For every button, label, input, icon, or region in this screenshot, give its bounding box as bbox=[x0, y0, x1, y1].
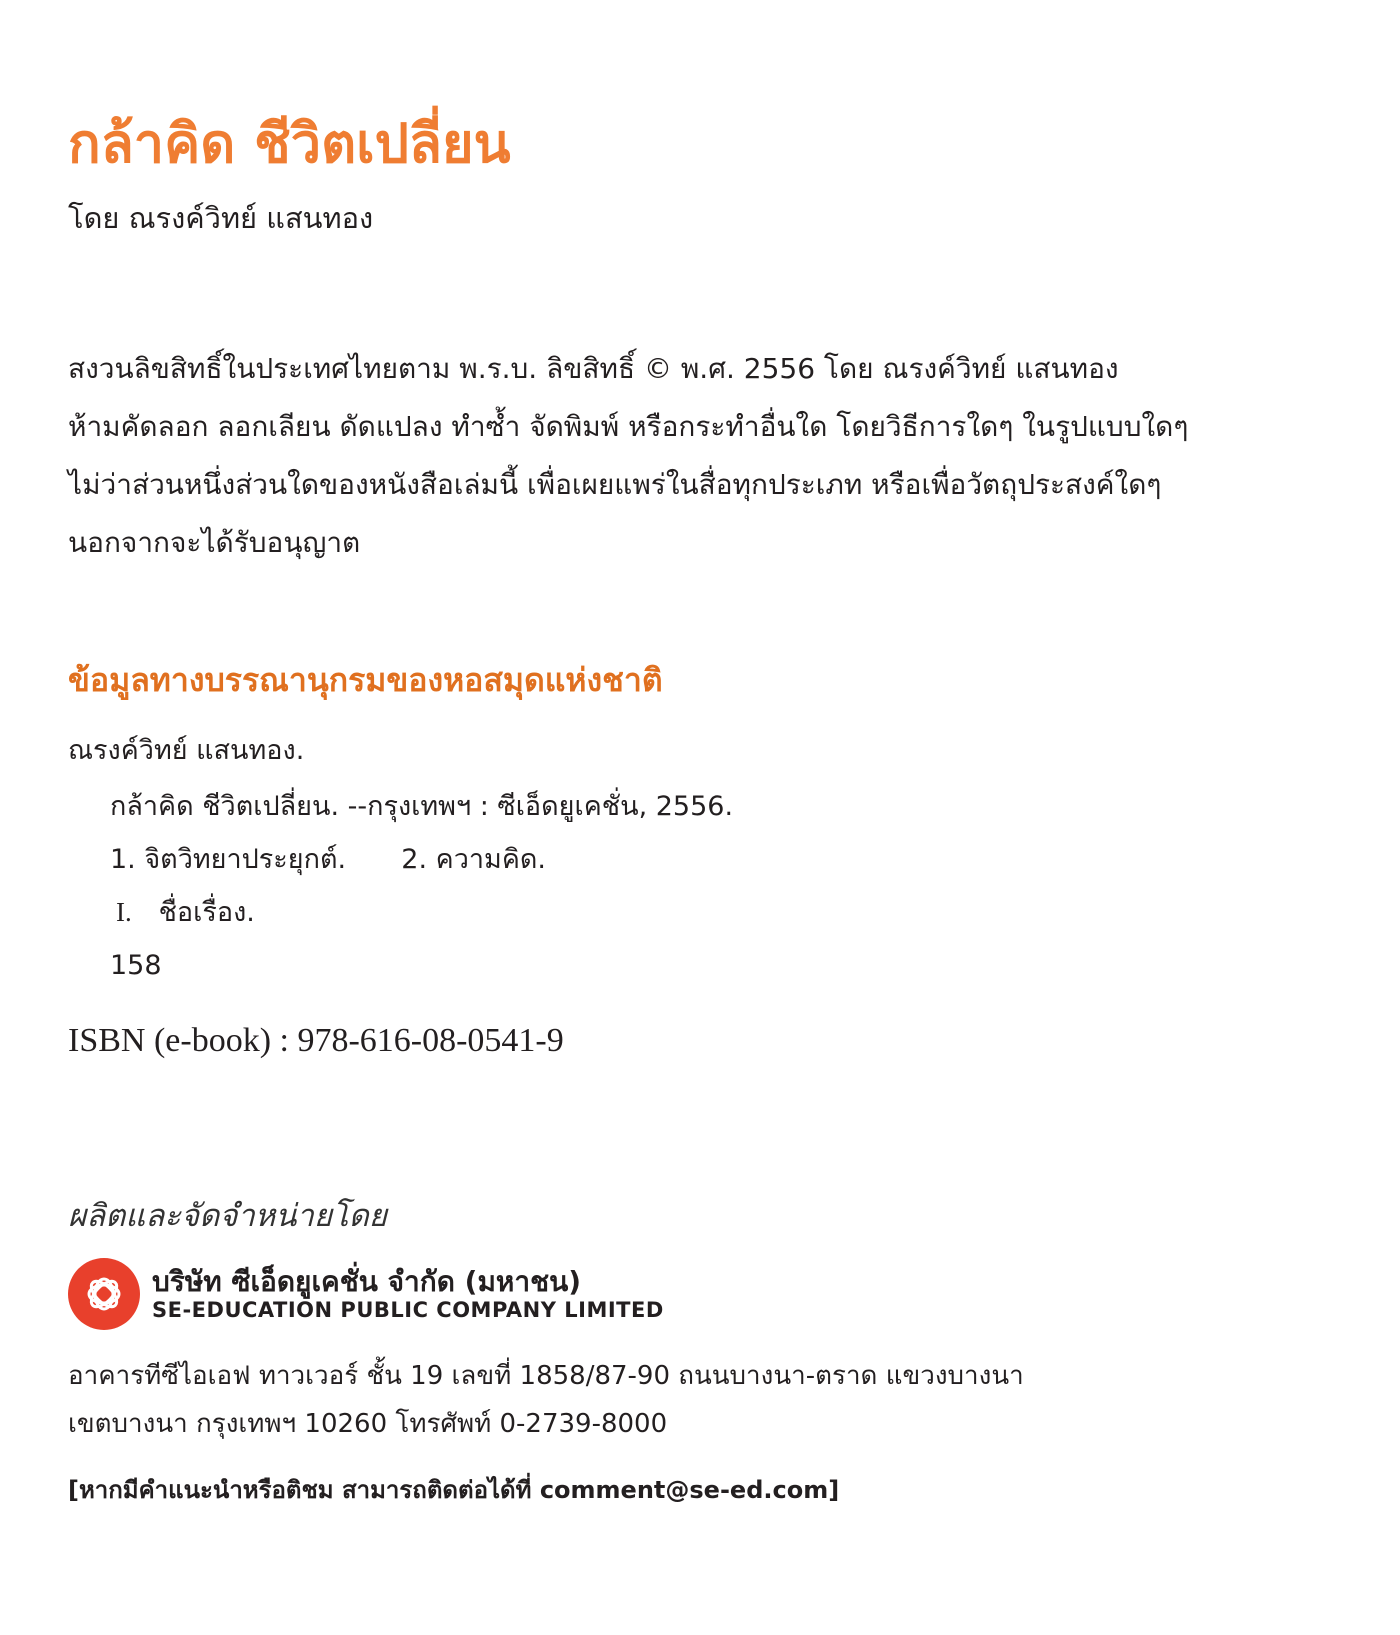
subject-number: 1. bbox=[110, 844, 136, 875]
copyright-line: ไม่ว่าส่วนหนึ่งส่วนใดของหนังสือเล่มนี้ เพื่อเผยแพร่ในสื่อทุกประเภท หรือเพื่อวัตถุประสงค์ใดๆ bbox=[68, 468, 1162, 501]
subject-number: 2. bbox=[401, 844, 428, 875]
cataloging-subjects bbox=[110, 833, 733, 886]
cataloging-title-line: กล้าคิด ชีวิตเปลี่ยน. --กรุงเทพฯ : ซีเอ็ดยูเคชั่น, 2556. bbox=[110, 791, 734, 822]
title-entry-text: ชื่อเรื่อง. bbox=[158, 897, 255, 928]
se-ed-logo-icon bbox=[68, 1258, 140, 1330]
cataloging-entry bbox=[110, 780, 733, 992]
subject-text: ความคิด. bbox=[435, 844, 547, 875]
publisher-block bbox=[68, 1258, 788, 1332]
copyright-line: สงวนลิขสิทธิ์ในประเทศไทยตาม พ.ร.บ. ลิขสิทธิ์ © พ.ศ. 2556 โดย ณรงค์วิทย์ แสนทอง bbox=[68, 352, 1119, 385]
cataloging-author: ณรงค์วิทย์ แสนทอง. bbox=[68, 735, 305, 766]
publisher-address bbox=[68, 1352, 1024, 1448]
publisher-name-english: SE-EDUCATION PUBLIC COMPANY LIMITED bbox=[152, 1298, 664, 1322]
address-line: เขตบางนา กรุงเทพฯ 10260 โทรศัพท์ 0-2739-8000 bbox=[68, 1409, 668, 1439]
cataloging-class-number: 158 bbox=[110, 950, 162, 981]
cataloging-heading: ข้อมูลทางบรรณานุกรมของหอสมุดแห่งชาติ bbox=[68, 661, 663, 699]
author-byline: โดย ณรงค์วิทย์ แสนทอง bbox=[68, 201, 374, 235]
address-line: อาคารทีซีไอเอฟ ทาวเวอร์ ชั้น 19 เลขที่ 1858/87-90 ถนนบางนา-ตราด แขวงบางนา bbox=[68, 1361, 1024, 1391]
produced-by-label: ผลิตและจัดจำหน่ายโดย bbox=[68, 1198, 387, 1234]
book-title: กล้าคิด ชีวิตเปลี่ยน bbox=[68, 112, 511, 175]
copyright-line: ห้ามคัดลอก ลอกเลียน ดัดแปลง ทำซ้ำ จัดพิมพ์ หรือกระทำอื่นใด โดยวิธีการใดๆ ในรูปแบบใดๆ bbox=[68, 410, 1189, 443]
comment-contact: [หากมีคำแนะนำหรือติชม สามารถติดต่อได้ที่ comment@se-ed.com] bbox=[68, 1476, 840, 1504]
copyright-line: นอกจากจะได้รับอนุญาต bbox=[68, 526, 361, 559]
cataloging-title-entry bbox=[110, 886, 733, 939]
subject-text: จิตวิทยาประยุกต์. bbox=[144, 844, 347, 875]
title-entry-number: I. bbox=[116, 897, 132, 927]
copyright-notice bbox=[68, 340, 1328, 572]
isbn: ISBN (e-book) : 978-616-08-0541-9 bbox=[68, 1022, 564, 1059]
publisher-name-thai: บริษัท ซีเอ็ดยูเคชั่น จำกัด (มหาชน) bbox=[152, 1265, 582, 1298]
